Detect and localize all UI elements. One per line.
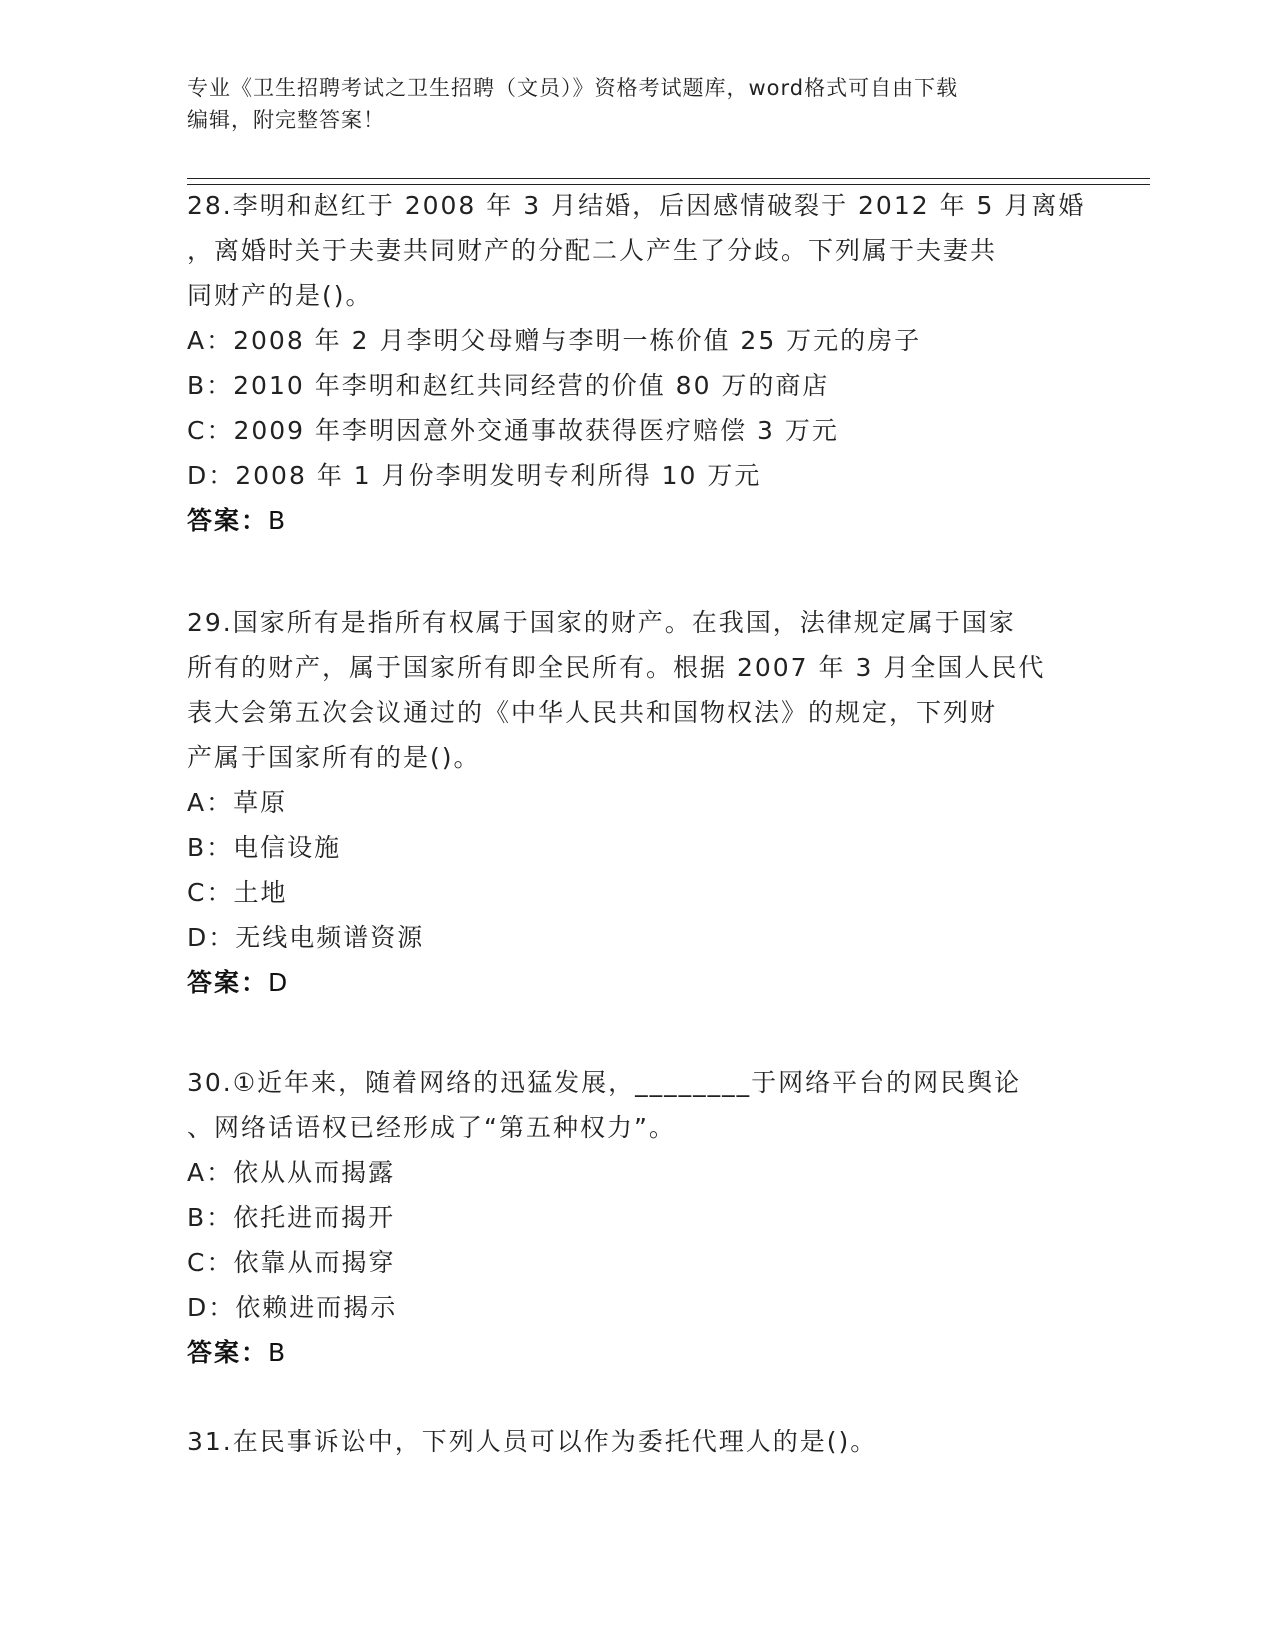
question-28 xyxy=(187,183,1087,543)
question-stem-line: 31.在民事诉讼中，下列人员可以作为委托代理人的是()。 xyxy=(187,1427,878,1456)
option-a: A：2008 年 2 月李明父母赠与李明一栋价值 25 万元的房子 xyxy=(187,326,922,355)
question-30 xyxy=(187,1060,1087,1375)
header-line: 专业《卫生招聘考试之卫生招聘（文员）》资格考试题库，word格式可自由下载 xyxy=(187,76,959,100)
option-b: B：电信设施 xyxy=(187,833,342,862)
question-stem-line: 表大会第五次会议通过的《中华人民共和国物权法》的规定，下列财 xyxy=(187,698,998,727)
question-stem-line: 产属于国家所有的是()。 xyxy=(187,743,481,772)
option-b: B：依托进而揭开 xyxy=(187,1203,396,1232)
question-stem-line: 同财产的是()。 xyxy=(187,281,373,310)
question-29 xyxy=(187,600,1087,1005)
answer-line xyxy=(187,960,1087,1005)
answer-label: 答案： xyxy=(187,506,269,535)
option-a: A：草原 xyxy=(187,788,288,817)
question-stem-line: 29.国家所有是指所有权属于国家的财产。在我国，法律规定属于国家 xyxy=(187,608,1016,637)
question-stem-line: ，离婚时关于夫妻共同财产的分配二人产生了分歧。下列属于夫妻共 xyxy=(187,236,998,265)
question-stem-line: 28.李明和赵红于 2008 年 3 月结婚，后因感情破裂于 2012 年 5 月离婚 xyxy=(187,191,1086,220)
answer-value: B xyxy=(268,1338,287,1367)
option-a: A：依从从而揭露 xyxy=(187,1158,396,1187)
header-line: 编辑，附完整答案！ xyxy=(187,108,385,132)
question-stem-line: 、网络话语权已经形成了“第五种权力”。 xyxy=(187,1113,676,1142)
document-header xyxy=(187,72,1067,136)
option-c: C：土地 xyxy=(187,878,288,907)
question-stem-line: 所有的财产，属于国家所有即全民所有。根据 2007 年 3 月全国人民代 xyxy=(187,653,1046,682)
answer-value: B xyxy=(268,506,287,535)
question-31 xyxy=(187,1419,1087,1464)
answer-line xyxy=(187,1330,1087,1375)
option-b: B：2010 年李明和赵红共同经营的价值 80 万的商店 xyxy=(187,371,830,400)
answer-label: 答案： xyxy=(187,1338,269,1367)
header-rule-top xyxy=(187,178,1150,179)
question-stem-line: 30.①近年来，随着网络的迅猛发展，________于网络平台的网民舆论 xyxy=(187,1068,1022,1097)
answer-value: D xyxy=(268,968,289,997)
option-c: C：2009 年李明因意外交通事故获得医疗赔偿 3 万元 xyxy=(187,416,839,445)
answer-line xyxy=(187,498,1087,543)
option-d: D：无线电频谱资源 xyxy=(187,923,425,952)
option-d: D：依赖进而揭示 xyxy=(187,1293,398,1322)
answer-label: 答案： xyxy=(187,968,269,997)
option-c: C：依靠从而揭穿 xyxy=(187,1248,396,1277)
option-d: D：2008 年 1 月份李明发明专利所得 10 万元 xyxy=(187,461,762,490)
